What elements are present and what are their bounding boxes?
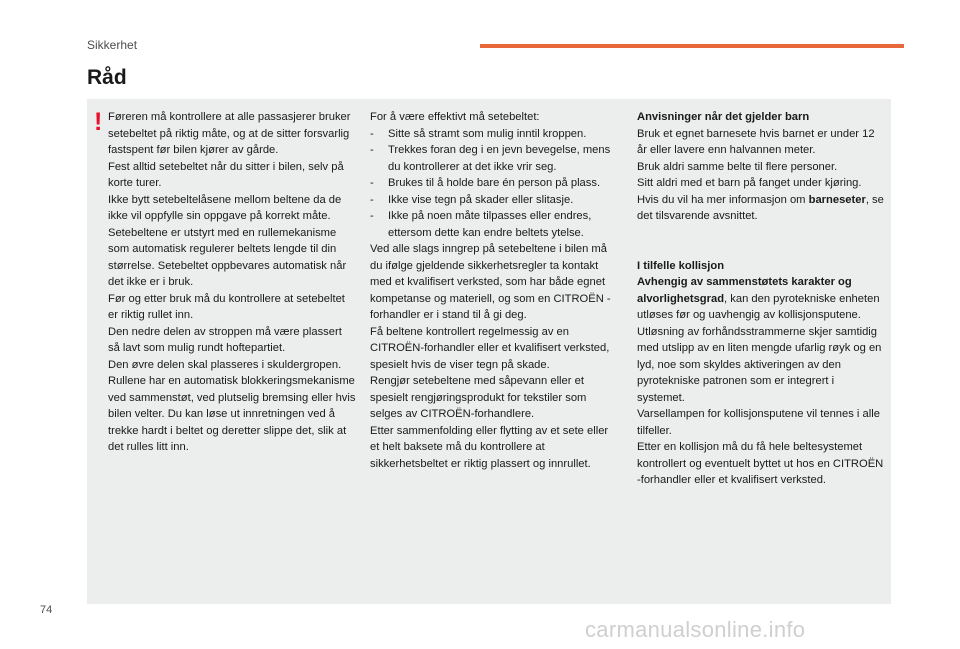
warning-exclamation-icon: ! <box>94 108 103 136</box>
paragraph: Bruk aldri samme belte til flere personer. <box>637 160 838 173</box>
page-title: Råd <box>87 66 127 89</box>
paragraph: Rengjør setebeltene med såpevann eller et spesielt rengjøringsprodukt for tekstiler som selges av CITROËN-forhandlere. <box>370 375 587 420</box>
spacer <box>637 225 885 258</box>
paragraph: Den øvre delen skal plasseres i skuldergropen. <box>108 358 342 371</box>
paragraph: Sitt aldri med et barn på fanget under kjøring. <box>637 177 862 189</box>
dash-bullet: - <box>370 127 374 140</box>
paragraph: Føreren må kontrollere at alle passasjerer bruker setebeltet på riktig måte, og at de sitter forsvarlig fastspent før bilen kjører av gårde. <box>108 111 351 156</box>
paragraph: Etter sammenfolding eller flytting av et sete eller et helt baksete må du kontrollere at sikkerhetsbeltet er riktig plassert og innrullet. <box>370 424 609 470</box>
paragraph: Bruk et egnet barnesete hvis barnet er under 12 år eller lavere enn halvannen meter. <box>637 127 875 156</box>
paragraph: Varsellampen for kollisjonsputene vil tennes i alle tilfeller. <box>637 408 880 437</box>
paragraph: Få beltene kontrollert regelmessig av en CITROËN-forhandler eller et kvalifisert verksted, spesielt hvis de viser tegn på skade. <box>370 325 610 371</box>
child-seat-reference: barneseter <box>808 193 866 206</box>
paragraph: Før og etter bruk må du kontrollere at setebeltet er riktig rullet inn. <box>108 292 345 321</box>
dash-bullet: - <box>370 210 374 222</box>
header-accent-bar <box>480 44 904 48</box>
dash-bullet: - <box>370 177 374 189</box>
paragraph: Fest alltid setebeltet når du sitter i bilen, selv på korte turer. <box>108 160 344 189</box>
page-number: 74 <box>40 604 53 616</box>
paragraph: Setebeltene er utstyrt med en rullemekanisme som automatisk regulerer beltets lengde til din størrelse. Setebeltet oppbevares automatisk når det ikke er i bruk. <box>108 226 347 288</box>
paragraph: Ikke bytt setebeltelåsene mellom beltene da de ikke vil oppfylle sin oppgave på korrekt måte. <box>108 193 342 222</box>
list-item: - Ikke vise tegn på skader eller slitasje. <box>370 192 618 209</box>
column-children-collision <box>637 109 885 489</box>
column-seatbelt-effectiveness <box>370 109 618 472</box>
column-seatbelt-driver <box>108 109 356 456</box>
paragraph: Rullene har en automatisk blokkeringsmekanisme ved sammenstøt, ved plutselig bremsing eller hvis bilen velter. Du kan løse ut innretningen ved å trekke hardt i beltet og deretter slippe det, slik at det rulles litt inn. <box>108 375 356 453</box>
list-item: - Ikke på noen måte tilpasses eller endres, ettersom dette kan endre beltets ytelse. <box>370 210 592 239</box>
watermark-text: carmanualsonline.info <box>585 617 806 642</box>
list-item: - Sitte så stramt som mulig inntil kroppen. <box>370 126 618 143</box>
collision-heading: I tilfelle kollisjon <box>637 259 725 272</box>
paragraph: Etter en kollisjon må du få hele beltesystemet kontrollert og eventuelt byttet ut hos en CITROËN -forhandler eller et kvalifisert verksted. <box>637 441 884 486</box>
paragraph: Ved alle slags inngrep på setebeltene i bilen må du ifølge gjeldende sikkerhetsregler ta kontakt med et kvalifisert verksted, som har både egnet kompetanse og materiell, og som en CITROËN -forhandler er i stand til å gi deg. <box>370 243 611 321</box>
dash-bullet: - <box>370 144 374 156</box>
intro-text: For å være effektivt må setebeltet: <box>370 111 540 123</box>
section-label: Sikkerhet <box>87 38 138 52</box>
collision-paragraph: Avhengig av sammenstøtets karakter og alvorlighetsgrad, kan den pyrotekniske enheten utløses før og uavhengig av kollisjonsputene. Utløsning av forhåndsstrammerne skjer samtidig med utslipp av en liten mengde ufarlig røyk og en lyd, noe som skyldes aktiveringen av den pyrotekniske patronen som er integrert i systemet. <box>637 276 882 404</box>
list-item: - Trekkes foran deg i en jevn bevegelse, mens du kontrollerer at det ikke vrir seg. <box>370 144 611 173</box>
children-heading: Anvisninger når det gjelder barn <box>637 111 810 123</box>
child-seat-info: Hvis du vil ha mer informasjon om barneseter, se det tilsvarende avsnittet. <box>637 193 884 222</box>
dash-bullet: - <box>370 193 374 206</box>
paragraph: Den nedre delen av stroppen må være plassert så lavt som mulig rundt hoftepartiet. <box>108 325 342 354</box>
list-item: - Brukes til å holde bare én person på plass. <box>370 175 618 192</box>
